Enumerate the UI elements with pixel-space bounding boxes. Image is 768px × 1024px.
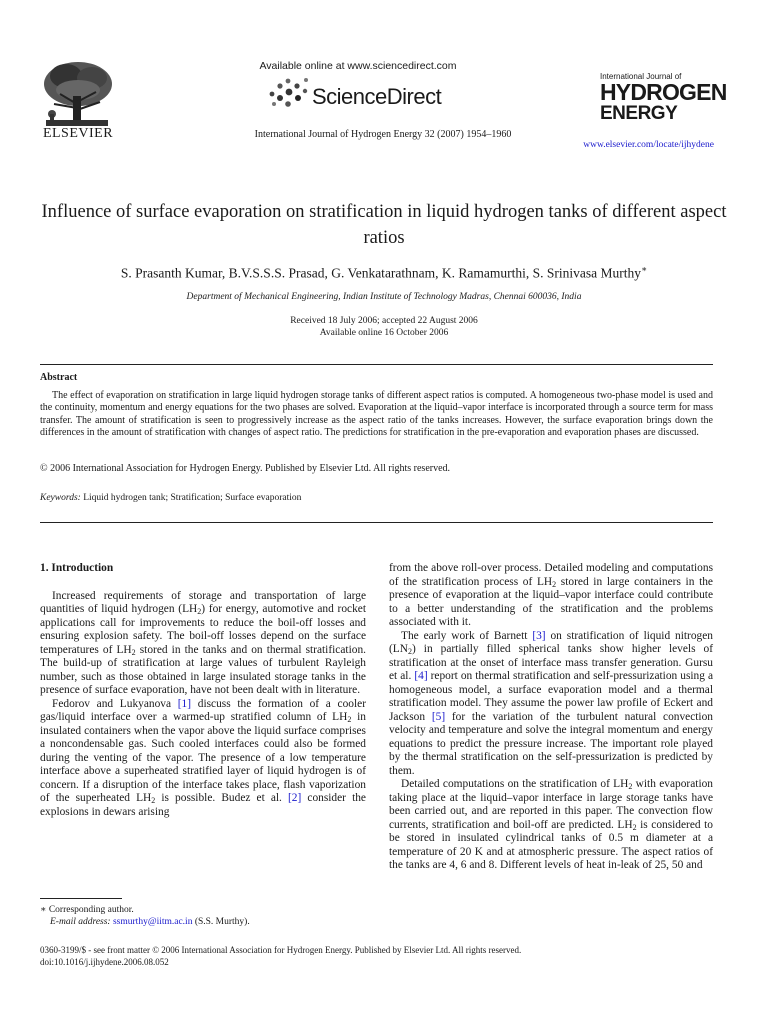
journal-reference: International Journal of Hydrogen Energy 32 (2007) 1954–1960 xyxy=(254,129,512,140)
abstract-top-rule xyxy=(40,364,713,365)
footnote-mark: ∗ xyxy=(40,905,47,915)
footnote-text: Corresponding author. xyxy=(48,905,134,915)
paper-title: Influence of surface evaporation on stratification in liquid hydrogen tanks of different aspect ratios xyxy=(41,202,727,248)
body-paragraph: The early work of Barnett [3] on stratification of liquid nitrogen $(LN_2)$ in partially filled spherical tanks show higher levels of stratification at the onset of interface mass transfer generation. Gursu et al. [4] report on thermal stratification and self-pressurization using a homogeneous model, a surface evaporation model and a thermal stratification model. They assume the power law profile of Eckert and Jackson [5] for the variation of the turbulent natural convection velocity and temperature and solve the integral momentum and energy equations to predict the pressure increase. The important role played by the thermal stratification on the self-pressurization is predicted by them. xyxy=(389,629,714,777)
keywords-list: Liquid hydrogen tank; Stratification; Surface evaporation xyxy=(83,493,302,503)
sciencedirect-wordmark: ScienceDirect xyxy=(312,84,442,109)
abstract-bottom-rule xyxy=(40,522,713,523)
body-paragraph: from the above roll-over process. Detailed modeling and computations of the stratification process of $LH_2$ stored in large containers in the presence of evaporation at the liquid–vapor interface could contribute to a better understanding of the stratification and the problems associated with it. xyxy=(389,562,713,628)
email-link[interactable]: ssmurthy@iitm.ac.in xyxy=(112,917,193,927)
elsevier-tree-logo-icon xyxy=(38,58,116,130)
citation-link[interactable]: [1] xyxy=(177,697,192,710)
body-right-column xyxy=(389,562,713,873)
citation-link[interactable]: [5] xyxy=(431,710,446,723)
email-label: E-mail address: xyxy=(50,917,111,927)
citation-link[interactable]: [3] xyxy=(532,629,546,642)
body-paragraph: Increased requirements of storage and transportation of large quantities of liquid hydrogen $(LH_2)$ for energy, automotive and rocket applications call for improvements to reduce the boil-off losses and ensuring explosion safety. The boil-off losses depend on the surface temperatures of $LH_2$ stored in the tanks and on thermal stratification. The build-up of stratification at large values of turbulent Rayleigh number, such as those obtained in large insulated storage tanks in the presence of surface evaporation, have not been dealt with in literature. xyxy=(40,589,367,696)
abstract-heading: Abstract xyxy=(40,372,78,383)
body-paragraph: Fedorov and Lukyanova [1] discuss the formation of a cooler gas/liquid interface over a warmed-up stratified column of $LH_2$ in insulated containers when the vapor above the liquid surface comprises a noncondensable gas. Such cooled interfaces could also be formed during the venting of the vapor. The presence of a low temperature interface above a superheated stratified layer of liquid hydrogen is of concern. If a disruption of the interface takes place, flash vaporization of the superheated $LH_2$ is possible. Budez et al. [2] consider the explosions in dewars arising xyxy=(40,697,366,818)
abstract-copyright: © 2006 International Association for Hydrogen Energy. Published by Elsevier Ltd. All rights reserved. xyxy=(40,463,451,474)
publisher-name: ELSEVIER xyxy=(42,126,114,141)
keywords-label: Keywords: xyxy=(40,493,81,503)
body-left-column xyxy=(40,562,366,819)
abstract-body: The effect of evaporation on stratification in large liquid hydrogen storage tanks of different aspect ratios is computed. A homogeneous two-phase model is used and the continuity, momentum and energy equations for the two phases are solved. Evaporation at the liquid–vapor interface is incorporated through a source term for mass transfer. The amount of stratification is seen to progressively increase as the aspect ratio of the tanks increases. However, the surface evaporation brings down the differences in the amount of stratification with changes of aspect ratio. The predictions for stratification in the pre-evaporation and evaporation phases are discussed. xyxy=(40,390,713,438)
section-heading: 1. Introduction xyxy=(40,562,114,574)
footnote xyxy=(40,904,250,928)
affiliation: Department of Mechanical Engineering, Indian Institute of Technology Madras, Chennai 600036, India xyxy=(186,292,582,302)
authors-text: S. Prasanth Kumar, B.V.S.S.S. Prasad, G. Venkatarathnam, K. Ramamurthi, S. Srinivasa Murthy xyxy=(120,265,642,281)
article-dates xyxy=(40,315,728,339)
received-date: Received 18 July 2006; accepted 22 August 2006 xyxy=(290,316,478,326)
front-matter-line: 0360-3199/$ - see front matter © 2006 International Association for Hydrogen Energy. Published by Elsevier Ltd. All rights reserved. xyxy=(40,945,522,955)
footnote-email-line xyxy=(40,916,250,928)
footnote-line xyxy=(40,904,250,916)
journal-logo-small-text: International Journal of xyxy=(600,72,682,81)
available-date: Available online 16 October 2006 xyxy=(319,328,449,338)
front-matter xyxy=(40,944,521,968)
author-list xyxy=(30,264,738,282)
footnote-rule xyxy=(40,898,122,899)
journal-logo-hydrogen: HYDROGEN xyxy=(600,79,727,105)
keywords-line xyxy=(40,493,301,503)
doi-line: doi:10.1016/j.ijhydene.2006.08.052 xyxy=(40,957,169,967)
corresponding-author-mark[interactable]: ∗ xyxy=(641,264,648,274)
email-suffix: (S.S. Murthy). xyxy=(194,917,250,927)
citation-link[interactable]: [2] xyxy=(288,792,302,804)
body-paragraph: Detailed computations on the stratification of $LH_2$ with evaporation taking place at the liquid–vapor interface in large storage tanks have been carried out, and are reported in this paper. The convection flow currents, stratification and boil-off are predicted. $LH_2$ is considered to be stored in insulated cylindrical tanks of 0.5 m diameter at a temperature of 20 K and at atmospheric pressure. The aspect ratios of the tanks are 4, 6 and 8. Different levels of heat in-leak of 25, 50 and xyxy=(389,778,713,871)
journal-logo-energy: ENERGY xyxy=(600,103,678,124)
journal-url-link[interactable]: www.elsevier.com/locate/ijhydene xyxy=(583,140,714,150)
citation-link[interactable]: [4] xyxy=(414,670,428,682)
available-online-text: Available online at www.sciencedirect.com xyxy=(259,60,457,72)
